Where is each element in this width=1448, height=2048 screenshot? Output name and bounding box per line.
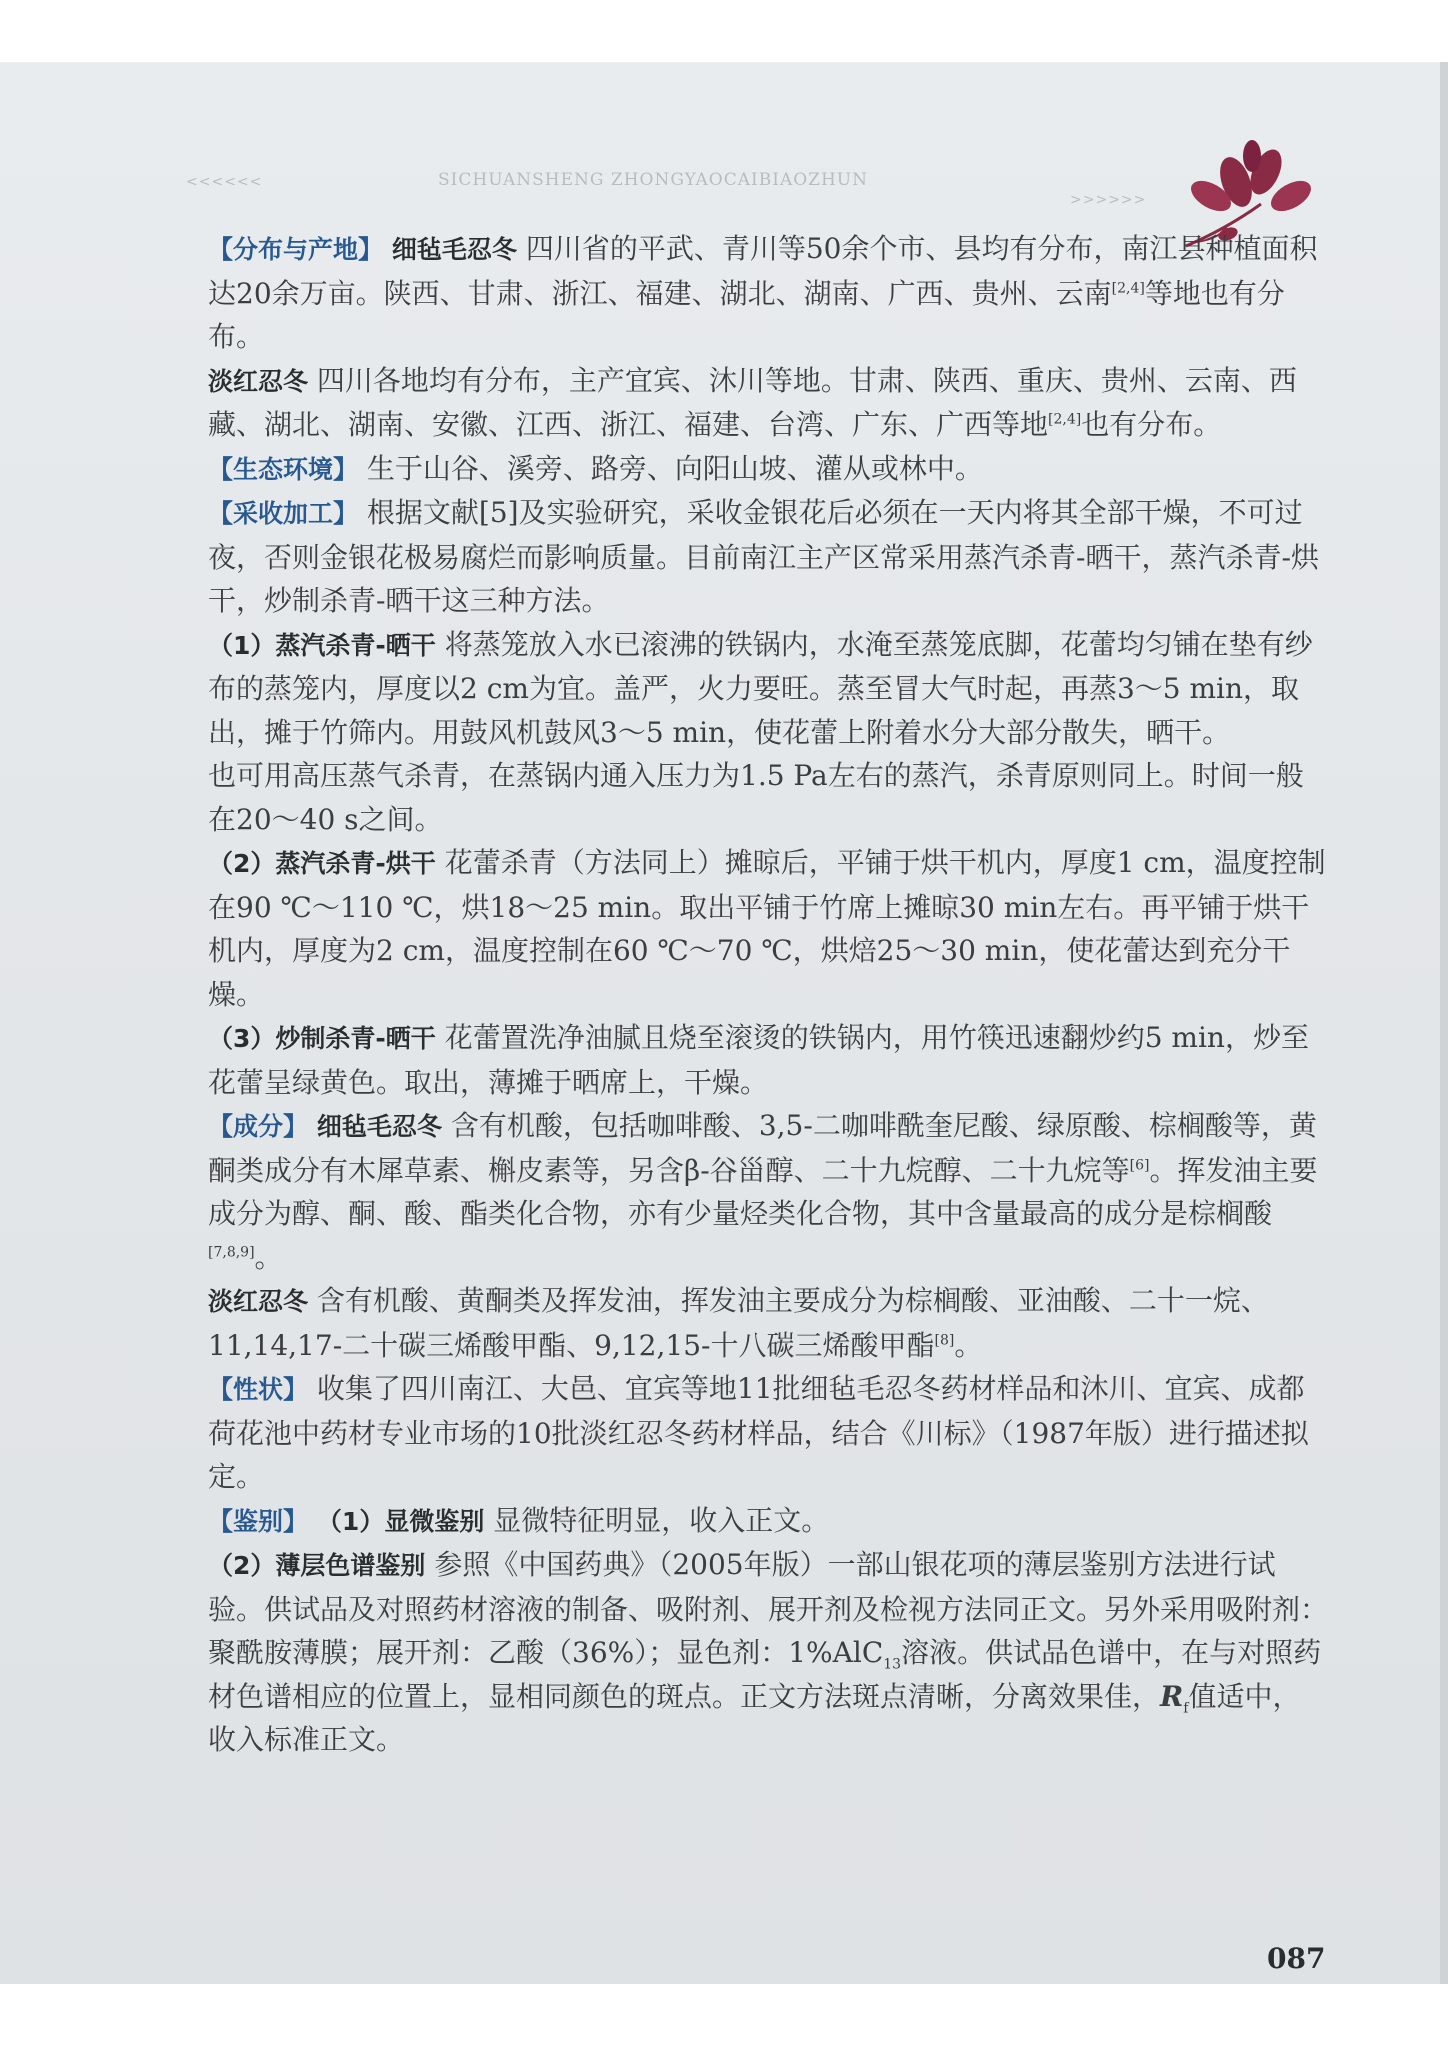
section-tag-distribution: 【分布与产地】 xyxy=(208,235,384,264)
book-page xyxy=(0,62,1448,1984)
subscript: 13 xyxy=(883,1656,902,1673)
section-tag-harvest: 【采收加工】 xyxy=(208,499,359,528)
paragraph-distribution xyxy=(148,227,1328,359)
section-tag-characteristics: 【性状】 xyxy=(208,1375,309,1404)
paragraph-method-1 xyxy=(148,623,1328,755)
paragraph-text: 根据文献[5]及实验研究，采收金银花后必须在一天内将其全部干燥，不可过夜，否则金银花极易腐烂而影响质量。目前南江主产区常采用蒸汽杀青-晒干，蒸汽杀青-烘干，炒制杀青-晒干这三种方法。 xyxy=(208,496,1319,617)
paragraph-text: 含有机酸，包括咖啡酸、3,5-二咖啡酰奎尼酸、绿原酸、棕榈酸等，黄酮类成分有木犀草素、槲皮素等，另含β-谷甾醇、二十九烷醇、二十九烷等 xyxy=(208,1109,1317,1187)
paragraph-method-3 xyxy=(148,1016,1328,1104)
paragraph-text: 溶液。供试品色谱中，在与对照药材色谱相应的位置上，显相同颜色的斑点。正文方法斑点清晰，分离效果佳， xyxy=(208,1636,1322,1713)
page-number: 087 xyxy=(1267,1942,1326,1975)
header-chevrons-right: >>>>>> xyxy=(1070,192,1147,208)
lead-species-1: 细毡毛忍冬 xyxy=(316,1112,442,1141)
paragraph-text: 收集了四川南江、大邑、宜宾等地11批细毡毛忍冬药材样品和沐川、宜宾、成都荷花池中药材专业市场的10批淡红忍冬药材样品，结合《川标》（1987年版）进行描述拟定。 xyxy=(208,1372,1309,1493)
header-chevrons-left: <<<<<< xyxy=(186,174,263,190)
page-header xyxy=(170,112,1280,242)
paragraph-text: 值适中，收入标准正文。 xyxy=(208,1679,1301,1756)
paragraph-text: 花蕾杀青（方法同上）摊晾后，平铺于烘干机内，厚度1 cm，温度控制在90 ℃～110 ℃，烘18～25 min。取出平铺于竹席上摊晾30 min左右。再平铺于烘干机内，厚度为2 cm，温度控制在60 ℃～70 ℃，烘焙25～30 min，使花蕾达到充分干燥。 xyxy=(208,846,1326,1011)
paragraph-text: 显微特征明显，收入正文。 xyxy=(493,1503,830,1537)
paragraph-composition-2 xyxy=(148,1279,1328,1367)
paragraph-text: 将蒸笼放入水已滚沸的铁锅内，水淹至蒸笼底脚，花蕾均匀铺在垫有纱布的蒸笼内，厚度以2 cm为宜。盖严，火力要旺。蒸至冒大气时起，再蒸3～5 min，取出，摊于竹筛内。用鼓风机鼓风3～5 min，使花蕾上附着水分大部分散失，晒干。 xyxy=(208,627,1313,749)
paragraph-habitat xyxy=(148,447,1328,492)
citation: [7,8,9] xyxy=(208,1244,255,1261)
paragraph-text: 也有分布。 xyxy=(1081,408,1222,441)
paragraph-tlc xyxy=(148,1543,1328,1762)
paragraph-text: 花蕾置洗净油腻且烧至滚烫的铁锅内，用竹筷迅速翻炒约5 min，炒至花蕾呈绿黄色。取出，薄摊于晒席上，干燥。 xyxy=(208,1021,1309,1099)
lead-method-3: （3）炒制杀青-晒干 xyxy=(208,1024,436,1053)
body-text xyxy=(148,227,1328,1762)
paragraph-text: 。 xyxy=(954,1328,983,1362)
section-tag-composition: 【成分】 xyxy=(208,1112,309,1141)
paragraph-text: 等地也有分布。 xyxy=(208,276,1285,353)
citation: [2,4] xyxy=(1048,411,1082,428)
citation: [6] xyxy=(1129,1157,1150,1174)
paragraph-identification xyxy=(148,1499,1328,1544)
paragraph-method-2 xyxy=(148,841,1328,1016)
page-edge xyxy=(1440,62,1448,1984)
paragraph-text: 生于山谷、溪旁、路旁、向阳山坡、灌从或林中。 xyxy=(366,451,983,485)
lead-tlc: （2）薄层色谱鉴别 xyxy=(208,1551,426,1580)
paragraph-text: 。挥发油主要成分为醇、酮、酸、酯类化合物，亦有少量烃类化合物，其中含量最高的成分是棕榈酸 xyxy=(208,1153,1318,1230)
paragraph-text: 四川各地均有分布，主产宜宾、沐川等地。甘肃、陕西、重庆、贵州、云南、西藏、湖北、湖南、安徽、江西、浙江、福建、台湾、广东、广西等地 xyxy=(208,363,1297,441)
paragraph-composition xyxy=(148,1104,1328,1279)
paragraph-text: 参照《中国药典》（2005年版）一部山银花项的薄层鉴别方法进行试验。供试品及对照药材溶液的制备、吸附剂、展开剂及检视方法同正文。另外采用吸附剂：聚酰胺薄膜；展开剂：乙酸（36%）；显色剂：1%AlC xyxy=(208,1548,1329,1669)
lead-microscopy: （1）显微鉴别 xyxy=(316,1506,485,1536)
paragraph-text: 也可用高压蒸气杀青，在蒸锅内通入压力为1.5 Pa左右的蒸汽，杀青原则同上。时间一般在20～40 s之间。 xyxy=(208,759,1304,836)
citation: [2,4] xyxy=(1111,280,1145,297)
lead-species-2: 淡红忍冬 xyxy=(208,1287,309,1316)
rf-symbol: R xyxy=(1160,1679,1184,1713)
paragraph-harvest xyxy=(148,491,1328,623)
paragraph-distribution-2 xyxy=(148,359,1328,447)
section-tag-habitat: 【生态环境】 xyxy=(208,454,359,484)
subscript: f xyxy=(1183,1700,1189,1717)
lead-method-2: （2）蒸汽杀青-烘干 xyxy=(208,849,436,878)
running-head: SICHUANSHENG ZHONGYAOCAIBIAOZHUN xyxy=(438,170,868,190)
paragraph-method-1b xyxy=(148,754,1328,841)
paragraph-text: 含有机酸、黄酮类及挥发油，挥发油主要成分为棕榈酸、亚油酸、二十一烷、11,14,17-二十碳三烯酸甲酯、9,12,15-十八碳三烯酸甲酯 xyxy=(208,1284,1269,1362)
paragraph-text: 四川省的平武、青川等50余个市、县均有分布，南江县种植面积达20余万亩。陕西、甘肃、浙江、福建、湖北、湖南、广西、贵州、云南 xyxy=(208,232,1318,310)
paragraph-characteristics xyxy=(148,1367,1328,1499)
citation: [8] xyxy=(934,1332,955,1349)
lead-species-2: 淡红忍冬 xyxy=(208,366,309,396)
lead-method-1: （1）蒸汽杀青-晒干 xyxy=(208,630,436,660)
section-tag-identification: 【鉴别】 xyxy=(208,1506,309,1536)
lead-species-1: 细毡毛忍冬 xyxy=(391,235,517,264)
paragraph-text: 。 xyxy=(254,1240,283,1274)
